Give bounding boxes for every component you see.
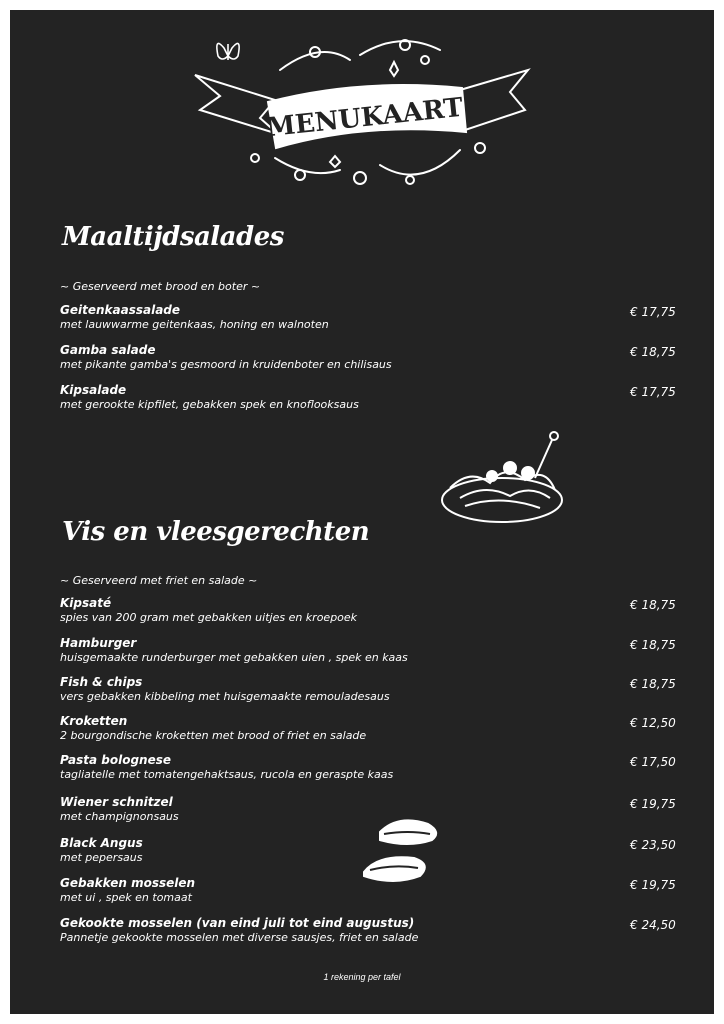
- mussels-icon: [358, 810, 448, 890]
- menu-item: [60, 596, 700, 625]
- menu-item: [60, 753, 700, 782]
- item-description: Pannetje gekookte mosselen met diverse sausjes, friet en salade: [60, 931, 419, 944]
- item-description: met champignonsaus: [60, 810, 179, 823]
- item-price: € 19,75: [630, 878, 676, 892]
- item-name: Gekookte mosselen (van eind juli tot eind augustus): [60, 916, 415, 930]
- menu-board: [10, 10, 714, 1014]
- item-price: € 17,75: [630, 385, 676, 399]
- section-title-mains: Vis en vleesgerechten: [62, 517, 370, 547]
- item-price: € 17,50: [630, 755, 676, 769]
- item-price: € 23,50: [630, 838, 676, 852]
- item-description: met pikante gamba's gesmoord in kruidenboter en chilisaus: [60, 358, 392, 371]
- item-name: Gebakken mosselen: [60, 876, 196, 890]
- item-name: Hamburger: [60, 636, 137, 650]
- item-description: tagliatelle met tomatengehaktsaus, rucola en geraspte kaas: [60, 768, 394, 781]
- menu-item: [60, 916, 700, 945]
- item-description: vers gebakken kibbeling met huisgemaakte remouladesaus: [60, 690, 390, 703]
- pasta-plate-icon: [430, 428, 575, 528]
- item-price: € 17,75: [630, 305, 676, 319]
- section-title-salads: Maaltijdsalades: [62, 222, 284, 252]
- menu-title: MENUKAART: [265, 92, 465, 144]
- menu-item: [60, 636, 700, 665]
- item-price: € 19,75: [630, 797, 676, 811]
- banner-ornament-icon: [180, 30, 540, 200]
- item-price: € 18,75: [630, 677, 676, 691]
- item-name: Kipsaté: [60, 596, 112, 610]
- menu-item: [60, 343, 700, 372]
- menu-item: [60, 675, 700, 704]
- item-name: Wiener schnitzel: [60, 795, 173, 809]
- item-price: € 18,75: [630, 598, 676, 612]
- footnote: 1 rekening per tafel: [323, 972, 401, 982]
- item-name: Pasta bolognese: [60, 753, 172, 767]
- menu-item: [60, 383, 700, 412]
- section-subtitle-mains: ~ Geserveerd met friet en salade ~: [60, 574, 258, 587]
- menu-header-banner: [180, 30, 540, 200]
- item-price: € 24,50: [630, 918, 676, 932]
- menu-item: [60, 714, 700, 743]
- item-name: Kroketten: [60, 714, 128, 728]
- item-description: 2 bourgondische kroketten met brood of friet en salade: [60, 729, 367, 742]
- item-description: met gerookte kipfilet, gebakken spek en knoflooksaus: [60, 398, 359, 411]
- item-description: met lauwwarme geitenkaas, honing en walnoten: [60, 318, 329, 331]
- item-name: Fish & chips: [60, 675, 143, 689]
- item-description: met pepersaus: [60, 851, 143, 864]
- item-price: € 12,50: [630, 716, 676, 730]
- butterfly-icon: [217, 44, 239, 61]
- item-name: Geitenkaassalade: [60, 303, 181, 317]
- item-description: spies van 200 gram met gebakken uitjes en kroepoek: [60, 611, 358, 624]
- section-subtitle-salads: ~ Geserveerd met brood en boter ~: [60, 280, 261, 293]
- item-name: Kipsalade: [60, 383, 127, 397]
- menu-item: [60, 303, 700, 332]
- item-price: € 18,75: [630, 638, 676, 652]
- item-description: met ui , spek en tomaat: [60, 891, 192, 904]
- item-description: huisgemaakte runderburger met gebakken uien , spek en kaas: [60, 651, 408, 664]
- item-price: € 18,75: [630, 345, 676, 359]
- item-name: Black Angus: [60, 836, 143, 850]
- item-name: Gamba salade: [60, 343, 156, 357]
